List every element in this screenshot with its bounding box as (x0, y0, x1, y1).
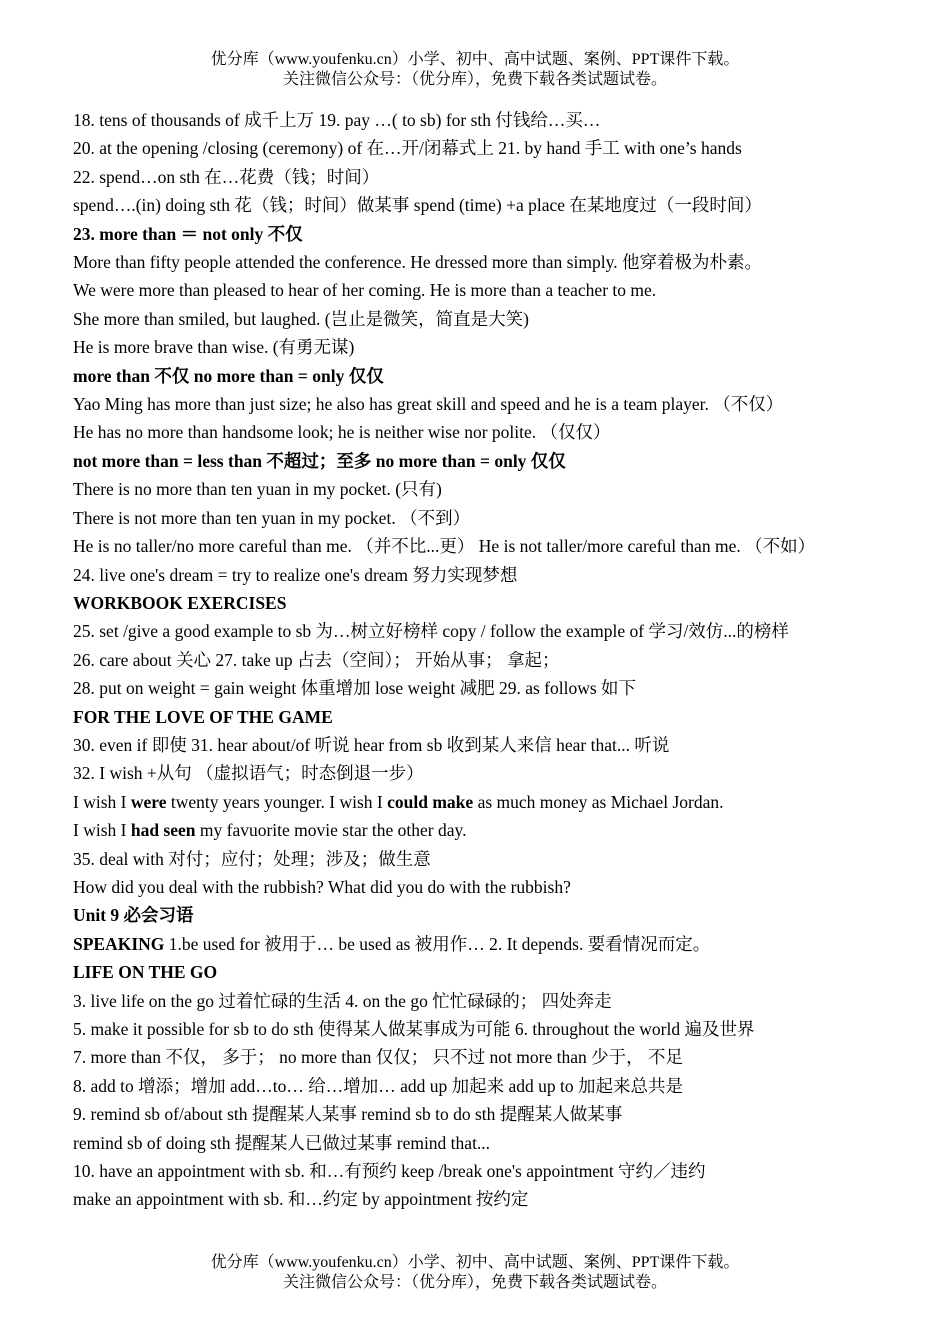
text-line: We were more than pleased to hear of her coming. He is more than a teacher to me. (73, 280, 657, 301)
wish-bold: could make (387, 791, 474, 812)
text-line: 1.be used for 被用于… be used as 被用作… 2. It depends. 要看情况而定。 (168, 933, 711, 954)
footer-line-2: 关注微信公众号：（优分库），免费下载各类试题试卷。 (282, 1274, 667, 1291)
text-line: 32. I wish +从句 （虚拟语气；时态倒退一步） (73, 763, 424, 784)
page-footer (0, 1253, 950, 1293)
section-heading: WORKBOOK EXERCISES (73, 592, 287, 613)
speaking-line (73, 930, 883, 958)
text-line: 24. live one's dream = try to realize one's dream 努力实现梦想 (73, 564, 518, 585)
footer-line-1: 优分库（www.youfenku.cn）小学、初中、高中试题、案例、PPT课件下载。 (210, 1254, 740, 1271)
wish-line-1 (73, 788, 883, 816)
wish-bold: had seen (130, 820, 196, 841)
wish-text: I wish I (73, 820, 131, 841)
text-line: There is not more than ten yuan in my pocket. （不到） (73, 507, 471, 528)
wish-bold: were (130, 791, 167, 812)
section-heading: 23. more than ＝ not only 不仅 (73, 223, 303, 244)
text-line: 20. at the opening /closing (ceremony) of 在…开/闭幕式上 21. by hand 手工 with one’s hands (73, 138, 742, 159)
page-header (0, 50, 950, 90)
text-line: More than fifty people attended the conference. He dressed more than simply. 他穿着极为朴素。 (73, 252, 762, 273)
text-line: 3. live life on the go 过着忙碌的生活 4. on the go 忙忙碌碌的； 四处奔走 (73, 990, 612, 1011)
text-line: He is no taller/no more careful than me. （并不比...更） He is not taller/more careful than me. （不如） (73, 536, 816, 557)
document-body (73, 106, 883, 1214)
text-line: He is more brave than wise. (有勇无谋) (73, 337, 355, 358)
wish-text: I wish I (73, 791, 131, 812)
text-line: 26. care about 关心 27. take up 占去（空间）； 开始从事； 拿起； (73, 649, 560, 670)
header-line-2: 关注微信公众号：（优分库），免费下载各类试题试卷。 (282, 71, 667, 88)
text-line: 8. add to 增添；增加 add…to… 给…增加… add up 加起来 add up to 加起来总共是 (73, 1075, 684, 1096)
text-line: 5. make it possible for sb to do sth 使得某人做某事成为可能 6. throughout the world 遍及世界 (73, 1019, 755, 1039)
section-heading: FOR THE LOVE OF THE GAME (73, 706, 333, 727)
text-line: 35. deal with 对付；应付；处理；涉及；做生意 (73, 848, 431, 869)
wish-text: as much money as Michael Jordan. (473, 791, 724, 812)
text-line: make an appointment with sb. 和…约定 by appointment 按约定 (73, 1189, 529, 1210)
text-line: Yao Ming has more than just size; he also has great skill and speed and he is a team player. （不仅） (73, 394, 784, 415)
header-line-1: 优分库（www.youfenku.cn）小学、初中、高中试题、案例、PPT课件下载。 (210, 51, 740, 68)
section-heading: SPEAKING (73, 933, 165, 954)
text-line: spend….(in) doing sth 花（钱；时间）做某事 spend (time) +a place 在某地度过（一段时间） (73, 195, 762, 216)
text-line: 28. put on weight = gain weight 体重增加 lose weight 减肥 29. as follows 如下 (73, 678, 637, 699)
text-line: How did you deal with the rubbish? What did you do with the rubbish? (73, 876, 571, 897)
text-line: 18. tens of thousands of 成千上万 19. pay …( to sb) for sth 付钱给…买… (73, 110, 601, 130)
text-line: 30. even if 即使 31. hear about/of 听说 hear from sb 收到某人来信 hear that... 听说 (73, 734, 670, 755)
text-line: 9. remind sb of/about sth 提醒某人某事 remind sb to do sth 提醒某人做某事 (73, 1104, 623, 1125)
text-line: 25. set /give a good example to sb 为…树立好榜样 copy / follow the example of 学习/效仿...的榜样 (73, 621, 789, 642)
text-line: 10. have an appointment with sb. 和…有预约 keep /break one's appointment 守约／违约 (73, 1161, 706, 1182)
text-line: 22. spend…on sth 在…花费（钱；时间） (73, 166, 380, 187)
wish-text: twenty years younger. I wish I (166, 791, 388, 812)
section-heading: more than 不仅 no more than = only 仅仅 (73, 365, 384, 386)
text-line: 7. more than 不仅， 多于； no more than 仅仅； 只不过 not more than 少于， 不足 (73, 1047, 683, 1068)
text-line: There is no more than ten yuan in my pocket. (只有) (73, 479, 442, 500)
text-line: He has no more than handsome look; he is neither wise nor polite. （仅仅） (73, 422, 611, 443)
unit-heading: Unit 9 必会习语 (73, 905, 194, 926)
wish-text: my favuorite movie star the other day. (195, 820, 467, 841)
text-line: remind sb of doing sth 提醒某人已做过某事 remind that... (73, 1132, 491, 1153)
section-heading: LIFE ON THE GO (73, 962, 218, 983)
text-line: She more than smiled, but laughed. (岂止是微笑，简直是大笑) (73, 308, 529, 329)
wish-line-2 (73, 816, 883, 844)
section-heading: not more than = less than 不超过；至多 no more than = only 仅仅 (73, 450, 566, 471)
